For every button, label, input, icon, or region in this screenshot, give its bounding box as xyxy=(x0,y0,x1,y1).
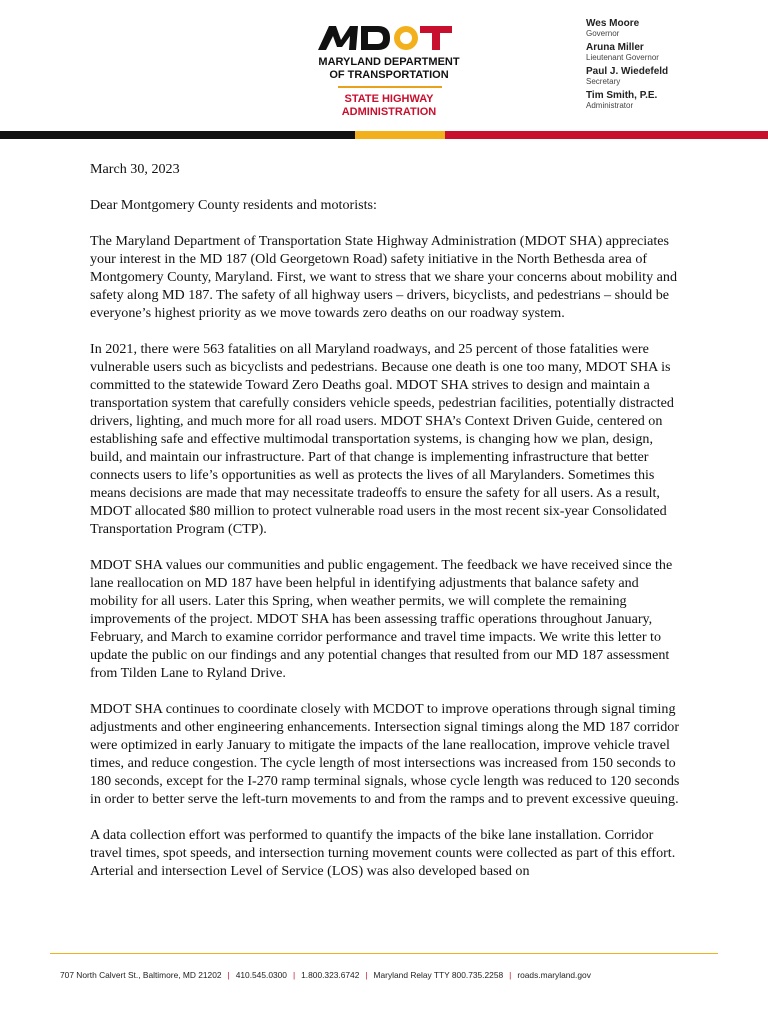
official-governor xyxy=(586,18,756,38)
footer-separator: | xyxy=(509,970,512,980)
footer xyxy=(60,970,720,980)
footer-separator: | xyxy=(292,970,296,980)
official-title: Secretary xyxy=(586,77,621,86)
letter-paragraph: MDOT SHA continues to coordinate closely with MCDOT to improve operations through signal timing adjustments and other engineering enhancements. Intersection signal timings along the MD 187 corridor were optimized in early January to mitigate the impacts of the lane reallocation, improve vehicle travel times, and reduce congestion. The cycle length of most intersections was increased from 150 seconds to 180 seconds, except for the I-270 ramp terminal signals, whose cycle length was reduced to 120 seconds in order to better serve the left-turn movements to and from the ramps and to prevent excessive queuing. xyxy=(90,701,680,807)
official-title: Governor xyxy=(586,29,620,38)
footer-separator: | xyxy=(365,970,368,980)
official-lieutenant-governor xyxy=(586,42,756,62)
letter-body xyxy=(90,160,685,898)
letter-date: March 30, 2023 xyxy=(90,161,180,177)
letter-paragraph: In 2021, there were 563 fatalities on all Maryland roadways, and 25 percent of those fatalities were vulnerable users such as bicyclists and pedestrians. Because one death is one too many, MDOT SHA is committed to the statewide Toward Zero Deaths goal. MDOT SHA strives to design and maintain a transportation system that carefully considers vehicle speeds, pedestrian facilities, potentially distracted drivers, lighting, and much more for all road users. MDOT SHA’s Context Driven Guide, centered on establishing safe and effective multimodal transportation systems, is changing how we plan, design, build, and maintain our infrastructure. Part of that change is implementing infrastructure that better connects users to life’s opportunities as well as protects the lives of all Marylanders. Sometimes this means decisions are made that may necessitate tradeoffs to ensure the safety for all users. As a result, MDOT allocated $80 million to protect vulnerable road users in the most recent six-year Consolidated Transportation Program (CTP). xyxy=(90,341,674,537)
footer-separator: | xyxy=(227,970,230,980)
official-name: Paul J. Wiedefeld xyxy=(586,66,669,77)
mdot-logo-mark-icon xyxy=(316,20,466,56)
administration-name xyxy=(316,93,462,119)
header-bar-gold xyxy=(355,131,445,139)
header-bar-red xyxy=(445,131,768,139)
footer-toll-free: 1.800.323.6742 xyxy=(301,970,360,980)
footer-address: 707 North Calvert St., Baltimore, MD 21202 xyxy=(60,970,222,980)
logo-divider xyxy=(338,86,442,88)
footer-phone: 410.545.0300 xyxy=(235,970,287,980)
official-title: Administrator xyxy=(586,101,634,110)
footer-divider xyxy=(50,953,718,954)
department-line: MARYLAND DEPARTMENT xyxy=(318,56,460,68)
official-name: Tim Smith, P.E. xyxy=(586,90,658,101)
header-bar-black xyxy=(0,131,355,139)
official-administrator xyxy=(586,90,756,110)
administration-line: STATE HIGHWAY xyxy=(344,93,434,105)
letter-salutation: Dear Montgomery County residents and motorists: xyxy=(90,197,377,213)
department-line: OF TRANSPORTATION xyxy=(329,69,449,81)
letter-paragraph: MDOT SHA values our communities and public engagement. The feedback we have received since the lane reallocation on MD 187 have been helpful in identifying adjustments that balance safety and mobility for all users. Later this Spring, when weather permits, we will complete the remaining improvements of the project. MDOT SHA has been assessing traffic operations throughout January, February, and March to examine corridor performance and travel time impacts. We write this letter to update the public on our findings and any potential changes that resulted from our MD 187 assessment from Tilden Lane to Ryland Drive. xyxy=(90,557,673,681)
letterhead xyxy=(0,0,768,140)
official-name: Aruna Miller xyxy=(586,42,644,53)
official-secretary xyxy=(586,66,756,86)
department-name xyxy=(316,56,462,82)
footer-website[interactable]: roads.maryland.gov xyxy=(517,970,591,980)
letter-paragraph: A data collection effort was performed to quantify the impacts of the bike lane installation. Corridor travel times, spot speeds, and intersection turning movement counts were collected as part of this effort. Arterial and intersection Level of Service (LOS) was also developed based on xyxy=(90,827,676,879)
officials-list xyxy=(586,18,756,114)
footer-relay: Maryland Relay TTY 800.735.2258 xyxy=(373,970,504,980)
letter-paragraph: The Maryland Department of Transportation State Highway Administration (MDOT SHA) appreciates your interest in the MD 187 (Old Georgetown Road) safety initiative in the North Bethesda area of Montgomery County, Maryland. First, we want to stress that we share your concerns about mobility and safety along MD 187. The safety of all highway users – drivers, bicyclists, and pedestrians – should be everyone’s highest priority as we move towards zero deaths on our roadway system. xyxy=(90,233,678,321)
mdot-logo xyxy=(316,20,466,56)
official-name: Wes Moore xyxy=(586,18,640,29)
administration-line: ADMINISTRATION xyxy=(341,106,437,118)
official-title: Lieutenant Governor xyxy=(586,53,659,62)
